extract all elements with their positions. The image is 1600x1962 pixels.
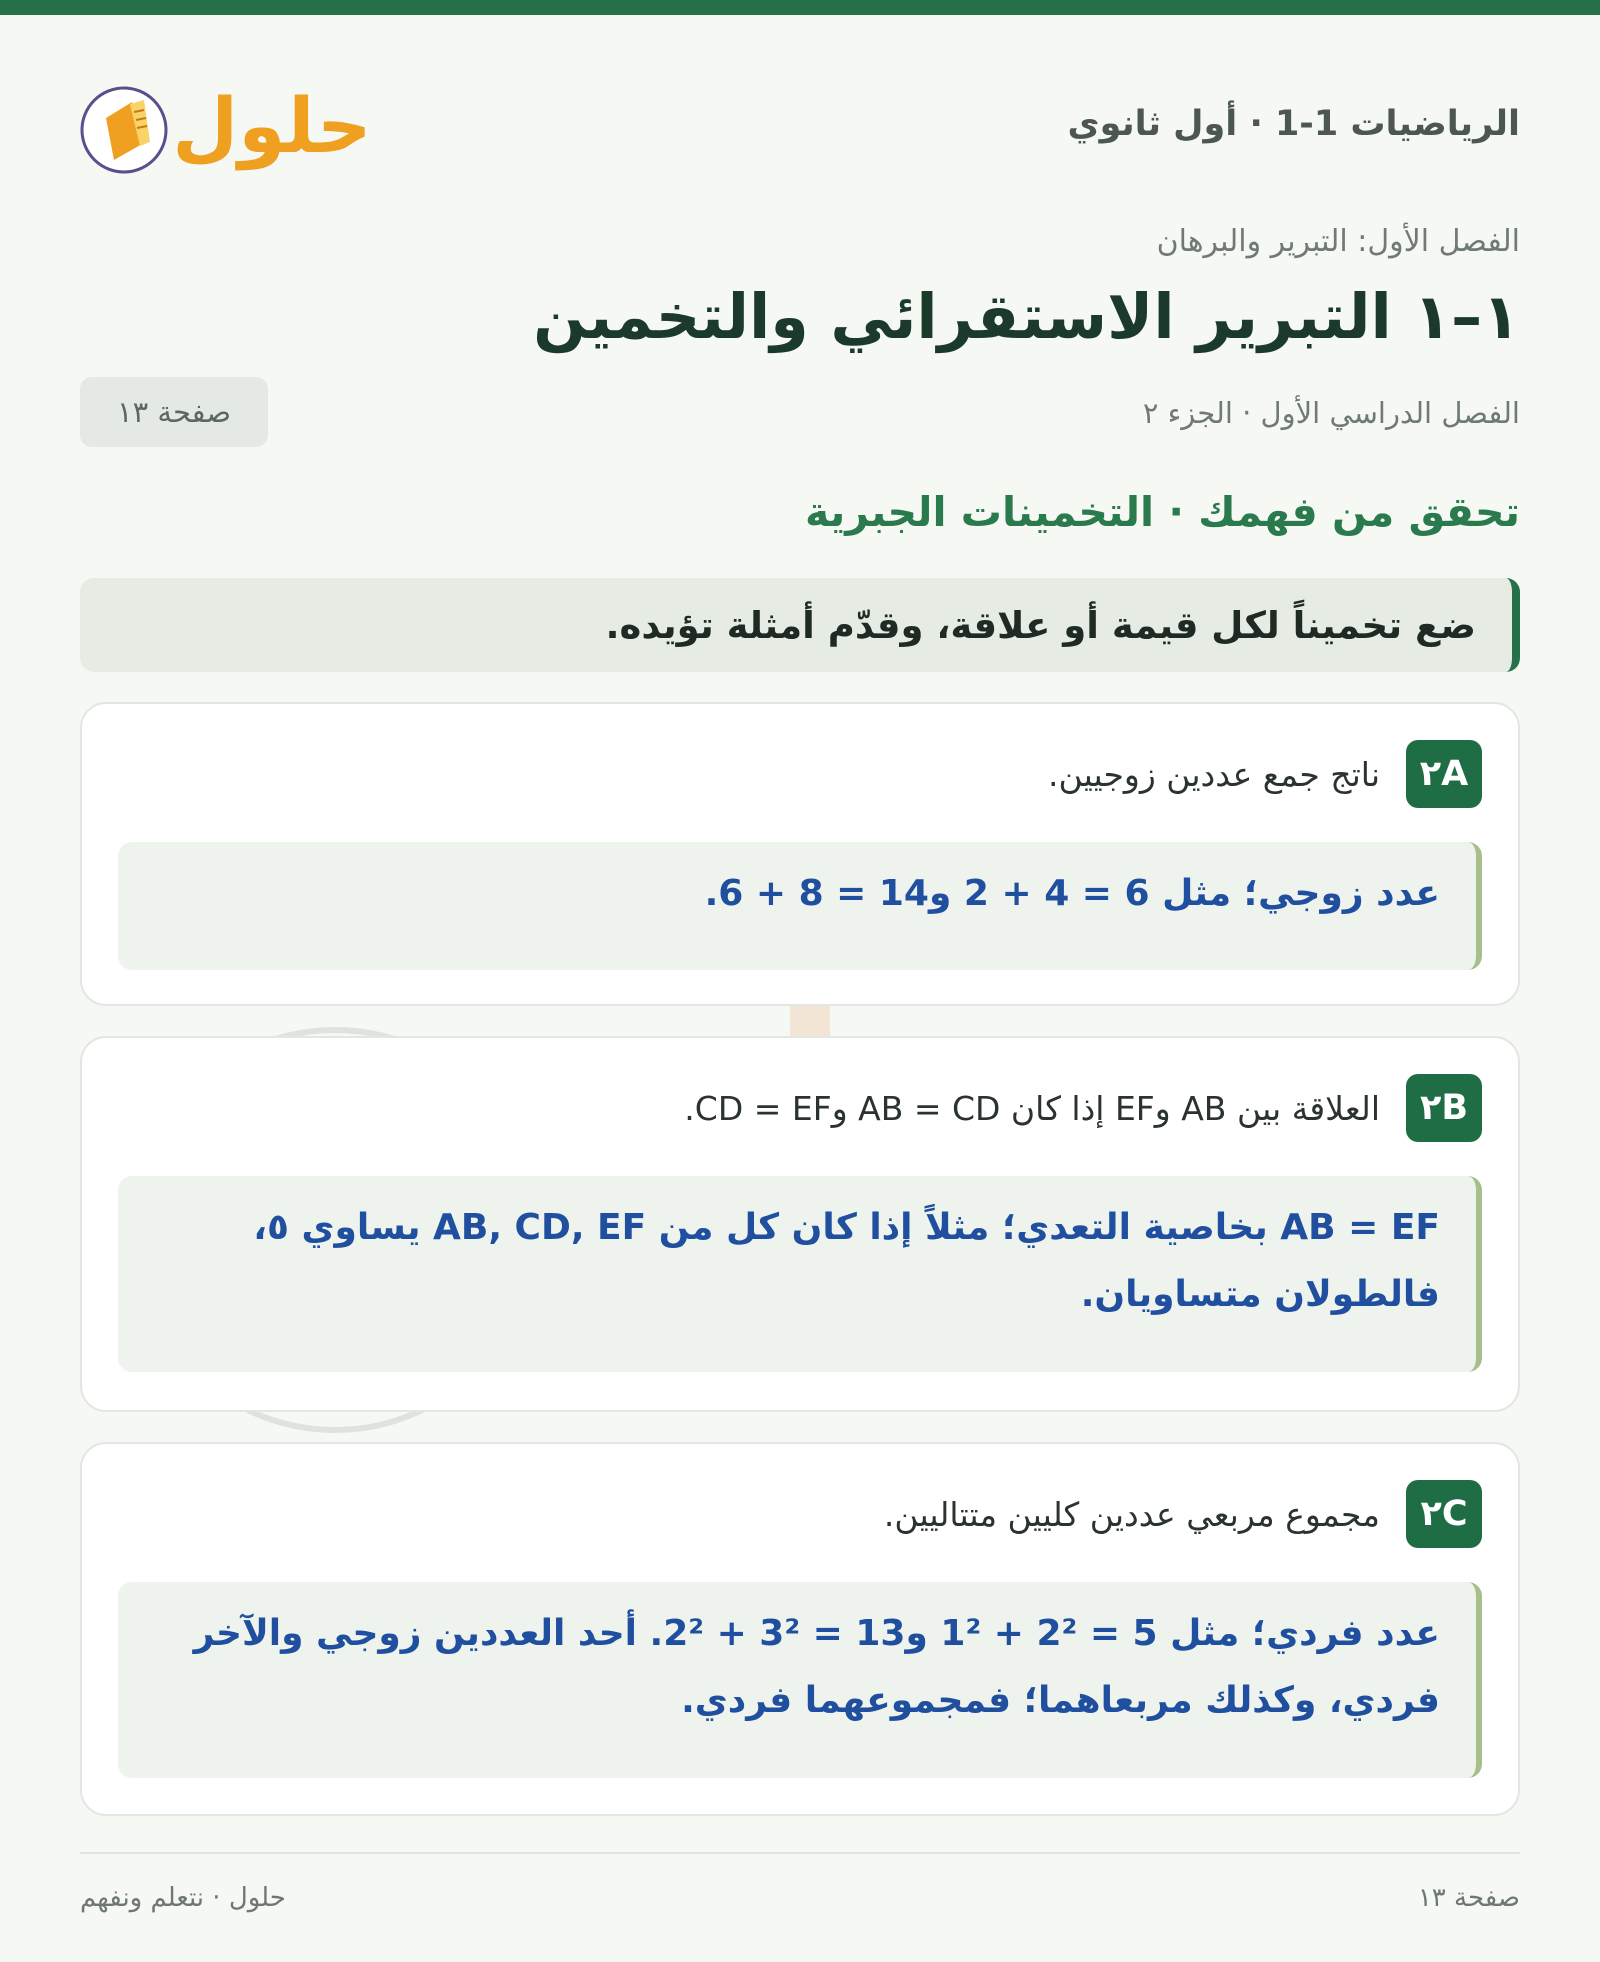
exercise-number-badge: ٢C — [1406, 1480, 1482, 1548]
course-title: الرياضيات 1-1 · أول ثانوي — [1067, 104, 1520, 144]
instruction-text: ضع تخميناً لكل قيمة أو علاقة، وقدّم أمثلة تؤيده. — [605, 603, 1476, 647]
footer-divider — [80, 1852, 1520, 1854]
exercise-question: العلاقة بين AB وEF إذا كان AB = CD وCD = EF. — [684, 1088, 1380, 1128]
page-header — [80, 60, 1520, 186]
top-accent-bar — [0, 0, 1600, 15]
instruction-box — [80, 578, 1520, 672]
exercise-header — [1048, 740, 1482, 808]
answer-line: فردي، وكذلك مربعاهما؛ فمجموعهما فردي. — [681, 1680, 1440, 1721]
footer-brand: حلول · نتعلم ونفهم — [80, 1883, 286, 1913]
lesson-title: ١–١ التبرير الاستقرائي والتخمين — [533, 280, 1520, 353]
section-title: تحقق من فهمك · التخمينات الجبرية — [805, 488, 1520, 536]
page-badge: صفحة ١٣ — [80, 377, 268, 447]
exercise-header — [884, 1480, 1482, 1548]
answer-line: عدد فردي؛ مثل 5 = 2² + 1² و13 = 3² + 2². أحد العددين زوجي والآخر — [193, 1613, 1440, 1654]
answer-box — [118, 842, 1482, 970]
answer-box — [118, 1176, 1482, 1372]
logo-wordmark: حلول — [172, 81, 372, 170]
exercise-card-2a — [80, 702, 1520, 1006]
exercise-header — [684, 1074, 1482, 1142]
exercise-card-2b — [80, 1036, 1520, 1412]
answer-line: فالطولان متساويان. — [1080, 1274, 1440, 1315]
exercise-card-2c — [80, 1442, 1520, 1816]
answer-box — [118, 1582, 1482, 1778]
halool-logo — [80, 60, 380, 186]
term-label: الفصل الدراسي الأول · الجزء ٢ — [1142, 396, 1520, 430]
chapter-label: الفصل الأول: التبرير والبرهان — [1156, 224, 1520, 259]
answer-line: AB = EF بخاصية التعدي؛ مثلاً إذا كان كل من AB, CD, EF يساوي ٥، — [253, 1207, 1440, 1248]
exercise-question: ناتج جمع عددين زوجيين. — [1047, 754, 1380, 794]
exercise-question: مجموع مربعي عددين كليين متتاليين. — [883, 1494, 1380, 1534]
footer-page-number: صفحة ١٣ — [1417, 1883, 1520, 1913]
exercise-number-badge: ٢A — [1406, 740, 1482, 808]
answer-line: عدد زوجي؛ مثل 6 = 4 + 2 و14 = 8 + 6. — [704, 873, 1440, 914]
exercise-number-badge: ٢B — [1406, 1074, 1482, 1142]
